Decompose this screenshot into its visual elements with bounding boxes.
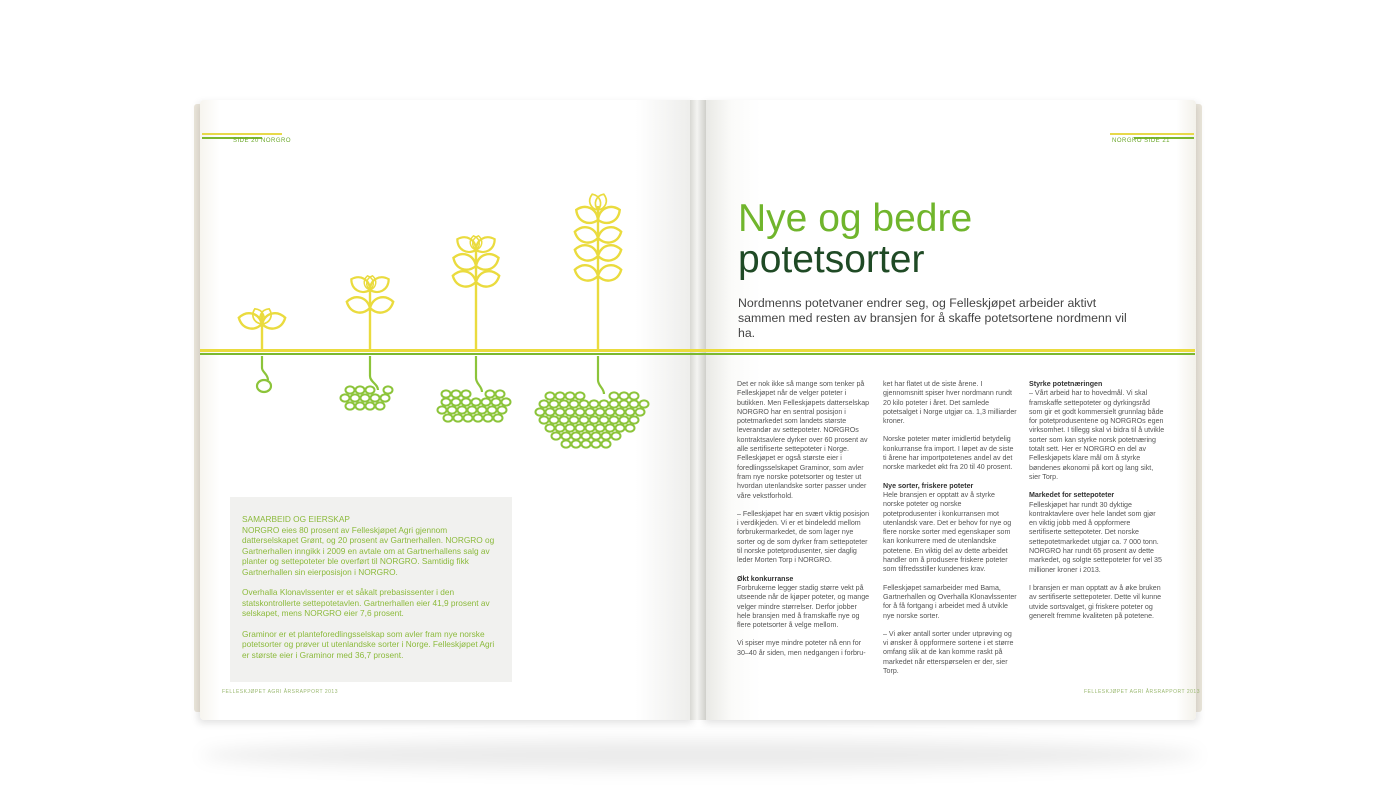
ownership-fact-box — [230, 497, 512, 682]
fact-box-paragraph: NORGRO eies 80 prosent av Felleskjøpet Agri gjennom datterselskapet Grønt, og 20 prosent av Gartnerhallen. NORGRO og Gartnerhallen inngikk i 2009 en avtale om at Gartnerhallens salg av planter og settepoteter ble overført til NORGRO. Samtidig fikk Gartnerhallen sin eierposisjon i NORGRO. — [242, 524, 495, 577]
plant-young — [341, 273, 396, 409]
article-column-3 — [1029, 380, 1165, 630]
plant-growing — [438, 233, 511, 421]
plant-mature — [536, 192, 649, 447]
fact-box-paragraph: Graminor er et planteforedlingsselskap som avler fram nye norske potetsorter og prøver ut utenlandske sorter i Norge. Felleskjøpet Agri er største eier i Graminor med 36,7 prosent. — [242, 628, 495, 660]
body-paragraph: Felleskjøpet samarbeider med Bama, Gartnerhallen og Overhalla Klonavlssenter for å få fortgang i arbeidet med å utvikle nye norske sorter. — [883, 583, 1017, 620]
article-column-2 — [883, 380, 1017, 685]
growing-potato-plants-illustration — [200, 190, 660, 470]
body-paragraph: ket har flatet ut de siste årene. I gjennomsnitt spiser hver nordmann rundt 20 kilo poteter i året. Det samlede potetsalget i Norge utgjør ca. 1,3 milliarder kroner. — [883, 380, 1017, 426]
article-lede: Nordmenns potetvaner endrer seg, og Felleskjøpet arbeider aktivt sammen med resten av bransjen for å skaffe potetsortene nordmenn vil ha. — [738, 296, 1127, 340]
header-label-right: NORGRO SIDE 21 — [1112, 138, 1171, 144]
subheading: Styrke potetnæringen — [1029, 380, 1103, 388]
subheading: Markedet for settepoteter — [1029, 491, 1115, 500]
header-label-left: SIDE 20 NORGRO — [233, 138, 292, 144]
footer-right: FELLESKJØPET AGRI ÅRSRAPPORT 2013 — [1084, 689, 1200, 695]
subheading: Nye sorter, friskere poteter — [883, 481, 974, 490]
plant-seedling — [237, 307, 287, 392]
body-paragraph: Det er nok ikke så mange som tenker på Felleskjøpet når de velger poteter i butikken. Men Felleskjøpets datterselskap NORGRO har en sentral posisjon i potetmarkedet som landets største leverandør av settepoteter. NORGROs kontraktsavlere dyrker over 60 prosent av alle sertifiserte settepoteter i Norge. Felleskjøpet er også største eier i foredlingsselskapet Graminor, som avler fram nye norske potetsorter og tester ut hvordan utenlandske sorter passer under våre vekstforhold. — [737, 380, 870, 500]
body-paragraph: – Vi øker antall sorter under utprøving og vi ønsker å oppformere sortene i et større omfang slik at de kan komme raskt på markedet når etterspørselen er der, sier Torp. — [883, 629, 1014, 676]
footer-left: FELLESKJØPET AGRI ÅRSRAPPORT 2013 — [222, 689, 338, 695]
fact-box-heading: SAMARBEID OG EIERSKAP — [242, 514, 350, 524]
body-paragraph: I bransjen er man opptatt av å øke bruken av sertifiserte settepoteter. Dette vil kunne utvide sortsvalget, gi friskere poteter og generelt fremme kvaliteten på potetene. — [1029, 583, 1162, 620]
fact-box-paragraph: Overhalla Klonavlssenter er et såkalt prebasissenter i den statskontrollerte settepotetavlen. Gartnerhallen eier 41,9 prosent av selskapet, mens NORGRO eier 7,6 prosent. — [242, 587, 490, 618]
body-paragraph: Vi spiser mye mindre poteter nå enn for 30–40 år siden, men nedgangen i forbru- — [737, 639, 866, 657]
title-line-1: Nye og bedre — [738, 197, 973, 240]
book-spine — [690, 100, 706, 720]
book-shadow — [200, 740, 1200, 770]
body-paragraph: – Vårt arbeid har to hovedmål. Vi skal framskaffe settepoteter og dyrkingsråd som gir et godt kommersielt grunnlag både for potetprodusentene og NORGROs egen virksomhet. I tillegg skal vi bidra til å utvikle sorter som kan styrke norsk potetnæring totalt sett. Her er NORGRO en del av Felleskjøpets klare mål om å styrke bøndenes økonomi på kort og lang sikt, sier Torp. — [1029, 389, 1165, 481]
subheading: Økt konkurranse — [737, 574, 794, 583]
article-title — [738, 198, 972, 280]
title-line-2: potetsorter — [738, 238, 925, 281]
body-paragraph: Felleskjøpet har rundt 30 dyktige kontraktavlere over hele landet som gjør en viktig jobb med å oppformere sertifiserte settepoteter. Det norske settepotetmarkedet utgjør ca. 7 000 tonn. NORGRO har rundt 65 prosent av dette markedet, og solgte settepoteter for vel 35 millioner kroner i 2013. — [1029, 500, 1162, 574]
body-paragraph: Hele bransjen er opptatt av å styrke norske poteter og norske potetprodusenter i konkurransen mot utenlandsk vare. Det er behov for nye og flere norske sorter med egenskaper som kan konkurrere med de utenlandske potetene. En viktig del av dette arbeidet handler om å produsere friskere poteter som tilfredsstiller kundenes krav. — [883, 490, 1012, 574]
body-paragraph: – Felleskjøpet har en svært viktig posisjon i verdikjeden. Vi er et bindeledd mellom forbrukermarkedet, de som lager nye sorter og de som dyrker fram settepoteter til norske potetprodusenter, sier daglig leder Morten Torp i NORGRO. — [737, 509, 870, 565]
body-paragraph: Norske poteter møter imidlertid betydelig konkurranse fra import. I løpet av de siste ti årene har importpotetenes andel av det norske markedet økt fra 20 til 40 prosent. — [883, 435, 1014, 472]
article-column-1 — [737, 380, 871, 667]
body-paragraph: Forbrukerne legger stadig større vekt på utseende når de kjøper poteter, og mange velger mindre størrelser. Derfor jobber hele bransjen med å framskaffe nye og flere potetsorter å velge mellom. — [737, 583, 870, 630]
